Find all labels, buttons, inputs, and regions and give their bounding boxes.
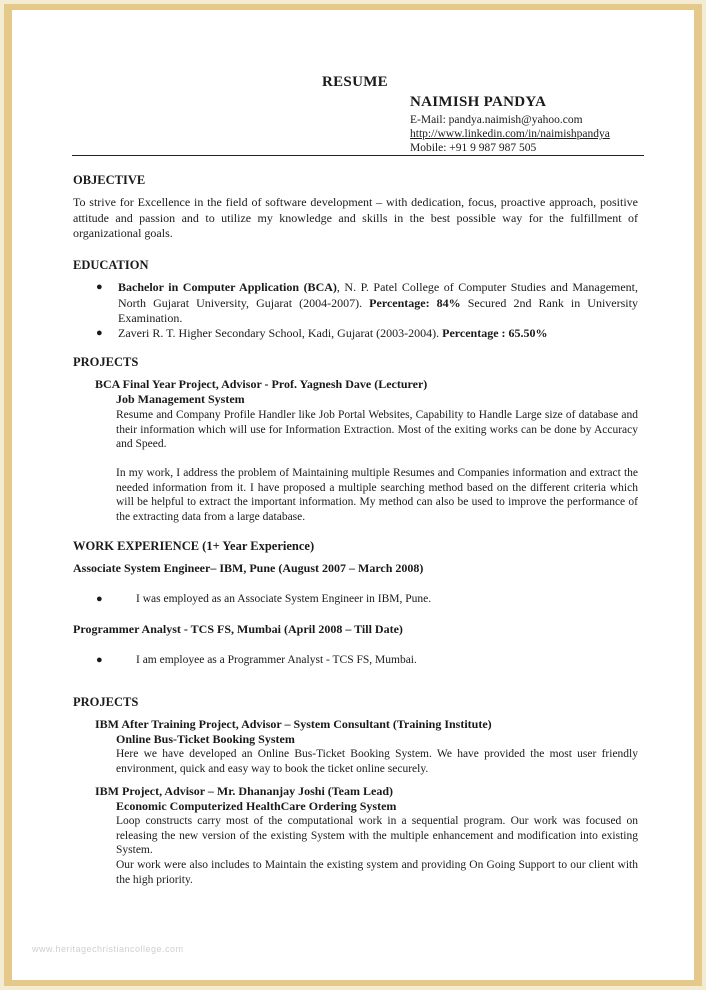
bullet-icon: ● (96, 281, 103, 293)
header-divider (72, 155, 644, 156)
job-bullet-text: I was employed as an Associate System Engineer in IBM, Pune. (136, 593, 432, 605)
project-title: IBM Project, Advisor – Mr. Dhananjay Joshi (Team Lead) (95, 784, 394, 798)
projects-heading-2: PROJECTS (73, 695, 139, 709)
job-bullet-text: I am employee as a Programmer Analyst - TCS FS, Mumbai. (136, 654, 417, 666)
education-item-text (118, 326, 548, 342)
project-title: BCA Final Year Project, Advisor - Prof. Yagnesh Dave (Lecturer) (95, 377, 428, 391)
project-description: Resume and Company Profile Handler like Job Portal Websites, Capability to Handle Large size of database and their information which will use for Information Extraction. Most of the exiting works can be done by Accuracy and Speed. (116, 409, 638, 450)
job-title-ibm: Associate System Engineer– IBM, Pune (August 2007 – March 2008) (73, 561, 424, 575)
objective-heading: OBJECTIVE (73, 173, 146, 187)
project-system: Economic Computerized HealthCare Ordering System (116, 799, 397, 813)
education-heading: EDUCATION (73, 258, 149, 272)
project-title: IBM After Training Project, Advisor – System Consultant (Training Institute) (95, 717, 492, 731)
percentage-label: Percentage : 65.50% (442, 326, 548, 340)
projects-heading: PROJECTS (73, 355, 139, 369)
candidate-name: NAIMISH PANDYA (410, 94, 547, 110)
email-line: E-Mail: pandya.naimish@yahoo.com (410, 114, 583, 126)
job-title-tcs: Programmer Analyst - TCS FS, Mumbai (April 2008 – Till Date) (73, 622, 403, 636)
project-description-2: Our work were also includes to Maintain the existing system and providing On Going Support to our client with the high priority. (116, 859, 638, 886)
page-border (4, 4, 702, 986)
watermark: www.heritagechristiancollege.com (32, 944, 184, 954)
education-item-school (96, 326, 638, 342)
education-item-text (118, 280, 638, 327)
objective-text: To strive for Excellence in the field of software development – with dedication, focus, proactive approach, positive attitude and passion and to utilize my knowledge and skills in the best possible way for the fulfillment of organizational goals. (73, 195, 638, 240)
job-bullet-ibm (96, 592, 638, 608)
percentage-label: Percentage: 84% (369, 295, 461, 310)
work-experience-heading: WORK EXPERIENCE (1+ Year Experience) (73, 539, 315, 553)
linkedin-link[interactable]: http://www.linkedin.com/in/naimishpandya (410, 128, 610, 140)
degree-label: Bachelor in Computer Application (BCA) (118, 280, 337, 294)
bullet-icon: ● (96, 593, 103, 605)
mobile-line: Mobile: +91 9 987 987 505 (410, 142, 537, 154)
bullet-icon: ● (96, 327, 103, 339)
project-system: Online Bus-Ticket Booking System (116, 732, 295, 746)
education-item-bca (96, 280, 638, 327)
project-description: Here we have developed an Online Bus-Ticket Booking System. We have provided the most user friendly environment, quick and easy way to book the ticket online securely. (116, 748, 638, 775)
project-system: Job Management System (116, 392, 245, 406)
job-bullet-tcs (96, 653, 638, 669)
resume-title: RESUME (322, 74, 388, 90)
rank-detail: Secured 2nd Rank in University Examination. (118, 295, 638, 325)
project-description-2: In my work, I address the problem of Maintaining multiple Resumes and Companies information and extract the needed information from it. I have proposed a multiple searching method based on the different criteria which will be helpful to extract the important information. My method can also be used to improve the performance of the extracting data from a large database. (116, 467, 638, 523)
college-detail: , N. P. Patel College of Computer Studies and Management, North Gujarat University, Gujarat (2004-2007). (118, 280, 639, 310)
resume-page (12, 10, 694, 980)
school-detail: Zaveri R. T. Higher Secondary School, Kadi, Gujarat (2003-2004). (118, 326, 443, 340)
bullet-icon: ● (96, 654, 103, 666)
project-description: Loop constructs carry most of the computational work in a sequential program. Our work was focused on releasing the new version of the existing System with the multiple enhancement and modification into existing System. (116, 815, 638, 856)
